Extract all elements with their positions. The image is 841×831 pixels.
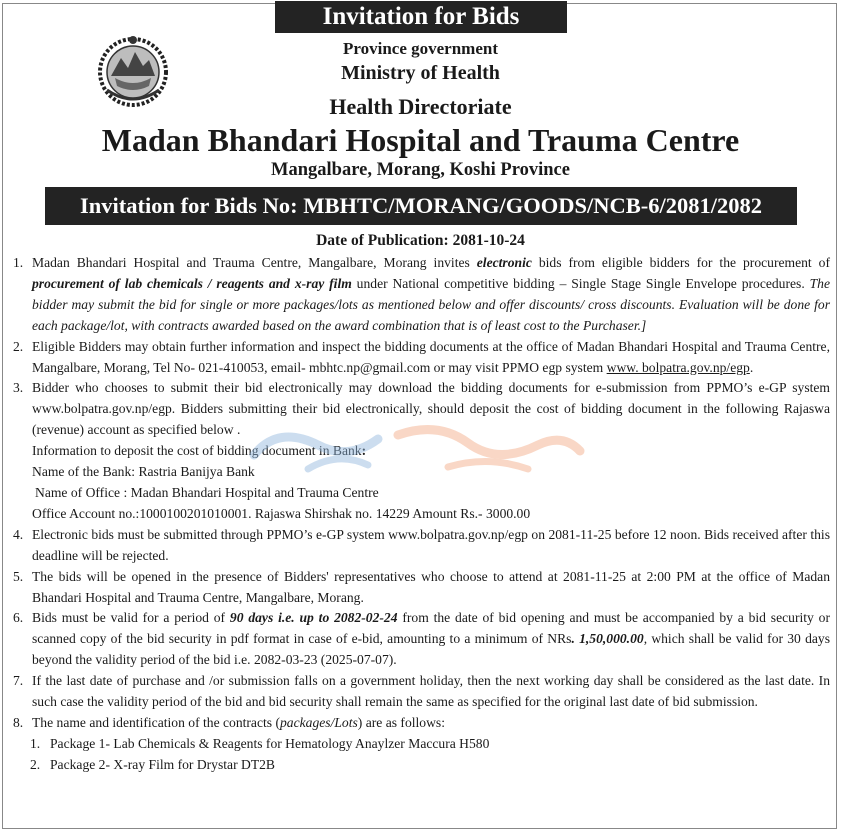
list-item: 5. The bids will be opened in the presence of Bidders' representatives who choose to attend at 2081-11-25 at 2:00 PM at the office of Madan Bhandari Hospital and Trauma Centre, Mangalbare, Morang.: [13, 568, 830, 605]
package-number: 1.: [30, 735, 41, 751]
province-heading: Province government: [342, 39, 498, 58]
egp-link[interactable]: www. bolpatra.gov.np/egp: [606, 359, 750, 375]
bank-name: Name of the Bank: Rastria Banijya Bank: [32, 464, 255, 480]
notice-body: [10, 253, 830, 776]
item-number: 3.: [13, 380, 24, 396]
publication-date: Date of Publication: 2081-10-24: [316, 232, 525, 249]
list-item: 1. Madan Bhandari Hospital and Trauma Centre, Mangalbare, Morang invites electronic bids from eligible bidders for the procurement of procurement of lab chemicals / reagents and x-ray film under National competitive bidding – Single Stage Single Envelope procedures. The bidder may submit the bid for single or more packages/lots as mentioned below and offer discounts/ cross discounts. Evaluation will be done for each package/lot, with contracts awarded based on the award combination that is of least cost to the Purchaser.]: [13, 255, 830, 333]
list-item: 7. If the last date of purchase and /or submission falls on a government holiday, then the next working day shall be considered as the last date. In such case the validity period of the bid and bid security shall remain the same as specified for the original last date of bid submission.: [13, 673, 830, 710]
validity-period: 90 days i.e. up to 2082-02-24: [229, 610, 398, 626]
procurement-subject: procurement of lab chemicals / reagents and x-ray film: [32, 275, 352, 291]
hospital-address: Mangalbare, Morang, Koshi Province: [271, 160, 570, 180]
bid-number-banner: Invitation for Bids No: MBHTC/MORANG/GOODS/NCB-6/2081/2082: [45, 187, 797, 225]
evaluation-note: The bidder may submit the bid for single or more packages/lots as mentioned below and offer discounts/ cross discounts. Evaluation will be done for each package/lot, with contracts awarded based on the award combination that is of least cost to the Purchaser.]: [32, 275, 830, 333]
bank-info-heading: Information to deposit the cost of bidding document in Bank:: [32, 443, 367, 459]
directorate-heading: Health Directoriate: [329, 94, 512, 119]
item-number: 8.: [13, 714, 24, 730]
item-number: 7.: [13, 673, 24, 689]
item-number: 5.: [13, 568, 24, 584]
office-name: Name of Office : Madan Bhandari Hospital and Trauma Centre: [35, 484, 379, 500]
list-item: 8. The name and identification of the contracts (packages/Lots) are as follows:: [10, 713, 830, 734]
bid-security-amount: . 1,50,000.00: [571, 631, 644, 647]
package-item: 2. Package 2- X-ray Film for Drystar DT2B: [10, 755, 830, 776]
list-item: 2. Eligible Bidders may obtain further information and inspect the bidding documents at the office of Madan Bhandari Hospital and Trauma Centre, Mangalbare, Morang, Tel No- 021-410053, email- mbhtc.np@gmail.com or may visit PPMO egp system www. bolpatra.gov.np/egp.: [13, 338, 830, 375]
account-details: Office Account no.:1000100201010001. Rajaswa Shirshak no. 14229 Amount Rs.- 3000.00: [32, 505, 531, 521]
item-number: 6.: [13, 610, 24, 626]
package-number: 2.: [30, 756, 41, 772]
item-number: 2.: [13, 338, 24, 354]
banner-title: Invitation for Bids: [275, 1, 567, 33]
hospital-name: Madan Bhandari Hospital and Trauma Centre: [101, 122, 740, 158]
item-number: 1.: [13, 255, 24, 270]
item-number: 4.: [13, 526, 24, 542]
list-item: 3. Bidder who chooses to submit their bid electronically may download the bidding documents for e-submission from PPMO’s e-GP system www.bolpatra.gov.np/egp. Bidders submitting their bid electronically, should deposit the cost of bidding document in the following Rajaswa (revenue) account as specified below . Information to deposit the cost of bidding document in Bank: Name of the Bank: Rastria Banijya Bank Name of Office : Madan Bhandari Hospital and Trauma Centre Office Account no.:1000100201010001. Rajaswa Shirshak no. 14229 Amount Rs.- 3000.00: [10, 378, 830, 524]
list-item: 4. Electronic bids must be submitted through PPMO’s e-GP system www.bolpatra.gov.np/egp on 2081-11-25 before 12 noon. Bids received after this deadline will be rejected.: [13, 526, 830, 563]
package-item: 1. Package 1- Lab Chemicals & Reagents for Hematology Anaylzer Maccura H580: [10, 734, 830, 755]
ministry-heading: Ministry of Health: [341, 62, 500, 84]
list-item: 6. Bids must be valid for a period of 90 days i.e. up to 2082-02-24 from the date of bid opening and must be accompanied by a bid security or scanned copy of the bid security in pdf format in case of e-bid, amounting to a minimum of NRs. 1,50,000.00, which shall be valid for 30 days beyond the validity period of the bid i.e. 2082-03-23 (2025-07-07).: [13, 610, 831, 668]
